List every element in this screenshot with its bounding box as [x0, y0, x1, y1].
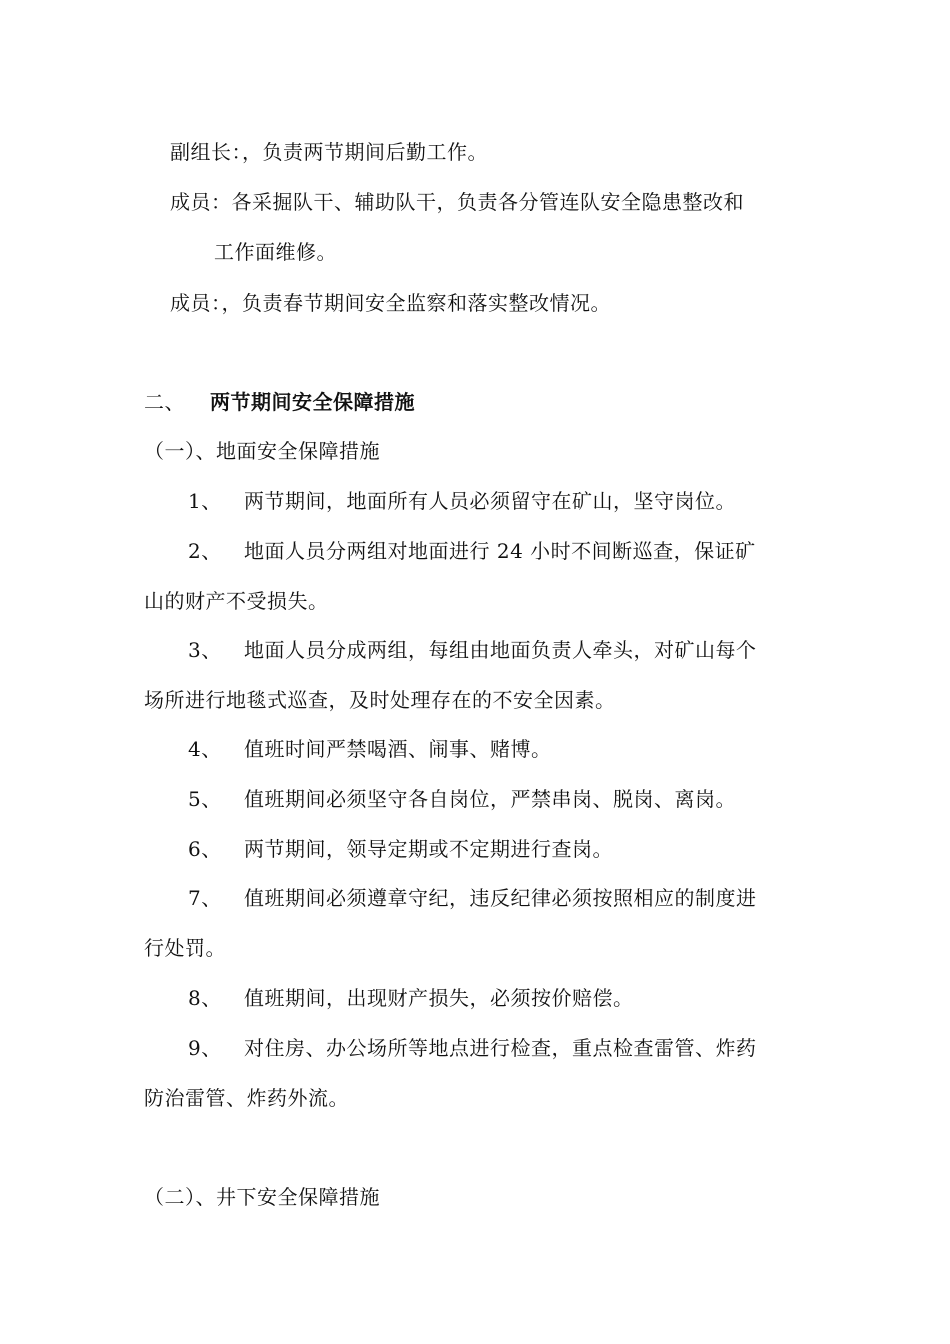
list-item-text: 对住房、办公场所等地点进行检查，重点检查雷管、炸药 [244, 1036, 757, 1060]
list-item-continuation: 行处罚。 [144, 936, 226, 960]
section-number: 二、 [144, 390, 185, 414]
list-item-text: 值班时间严禁喝酒、闹事、赌博。 [244, 737, 552, 761]
list-item [188, 636, 757, 664]
list-item-text: 值班期间必须遵章守纪，违反纪律必须按照相应的制度进 [244, 886, 757, 910]
list-item [188, 984, 634, 1012]
list-item-number: 1、 [188, 489, 222, 513]
list-item-number: 4、 [188, 737, 222, 761]
list-item-number: 8、 [188, 986, 222, 1010]
list-item-text: 两节期间，地面所有人员必须留守在矿山，坚守岗位。 [244, 489, 736, 513]
list-item-number: 2、 [188, 539, 222, 563]
list-item-number: 9、 [188, 1036, 222, 1060]
list-item-continuation: 场所进行地毯式巡查，及时处理存在的不安全因素。 [144, 688, 616, 712]
list-item [188, 884, 757, 912]
section-heading [144, 388, 415, 416]
list-item-continuation: 防治雷管、炸药外流。 [144, 1086, 349, 1110]
list-item-text: 值班期间，出现财产损失，必须按价赔偿。 [244, 986, 634, 1010]
list-item [188, 487, 736, 515]
role-members-1: 成员：各采掘队干、辅助队干，负责各分管连队安全隐患整改和 [170, 190, 744, 214]
list-item [188, 735, 552, 763]
list-item-number: 3、 [188, 638, 222, 662]
list-item-continuation: 山的财产不受损失。 [144, 589, 329, 613]
role-members-1-cont: 工作面维修。 [214, 240, 337, 264]
list-item-text: 地面人员分成两组，每组由地面负责人牵头，对矿山每个 [244, 638, 757, 662]
list-item [188, 785, 736, 813]
section-title: 两节期间安全保障措施 [210, 390, 415, 414]
list-item-text: 地面人员分两组对地面进行 24 小时不间断巡查，保证矿 [244, 539, 756, 563]
list-item-text: 值班期间必须坚守各自岗位，严禁串岗、脱岗、离岗。 [244, 787, 736, 811]
subsection-title-underground: （二）、井下安全保障措施 [144, 1185, 380, 1209]
subsection-title-ground: （一）、地面安全保障措施 [144, 439, 380, 463]
list-item-number: 6、 [188, 837, 222, 861]
list-item [188, 835, 613, 863]
list-item-number: 5、 [188, 787, 222, 811]
role-members-2: 成员：，负责春节期间安全监察和落实整改情况。 [170, 291, 611, 315]
list-item-text: 两节期间，领导定期或不定期进行查岗。 [244, 837, 613, 861]
list-item [188, 1034, 757, 1062]
role-deputy-leader: 副组长：，负责两节期间后勤工作。 [170, 140, 488, 164]
list-item [188, 537, 756, 565]
list-item-number: 7、 [188, 886, 222, 910]
